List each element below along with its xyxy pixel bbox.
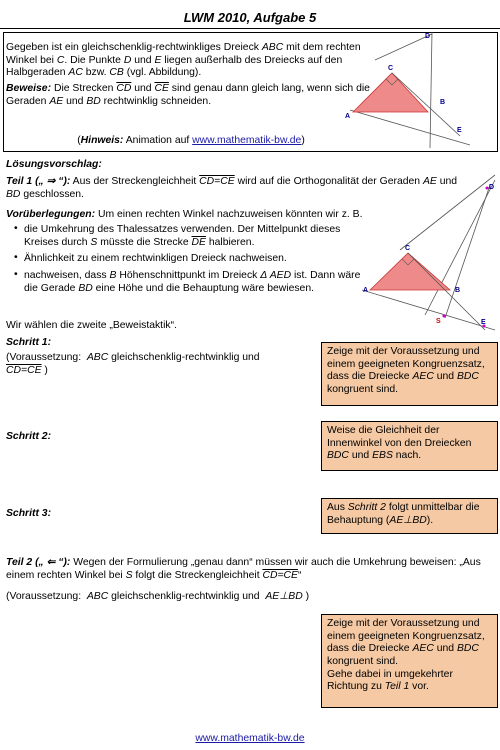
- fig2-label-e: E: [481, 319, 486, 326]
- fig1-label-a: A: [345, 113, 351, 120]
- bullet-similarity: • Ähnlichkeit zu einem rechtwinkligen Dreieck nachweisen.: [14, 252, 287, 265]
- solution-title: Lösungsvorschlag:: [6, 159, 102, 170]
- fig2-label-c: C: [405, 245, 411, 252]
- page-title: LWM 2010, Aufgabe 5: [183, 10, 317, 25]
- step1-premise: (Voraussetzung: ABC gleichschenklig-rechtwinklig und CD=CE ): [6, 352, 260, 376]
- problem-statement: Gegeben ist ein gleichschenklig-rechtwinkliges Dreieck ABC mit dem rechten Winkel bei C. Die Punkte D und E liegen außerhalb des Dreiecks auf den Halbgeraden AC bzw. CB (vgl. Abbildung). Beweise: Die Strecken $\overline{CD}$ und $\overline{CE}$ sind genau dann gleich lang, wenn sich die Geraden AE und BD rechtwinklig schneiden.: [6, 42, 376, 108]
- step1-label: Schritt 1:: [6, 337, 52, 348]
- bullet-dot: •: [14, 252, 18, 264]
- fig2-label-s: S: [436, 318, 441, 325]
- fig2-label-b: B: [455, 287, 461, 294]
- hint-box-teil2: Zeige mit der Voraussetzung und einem geeigneten Kongruenzsatz, dass die Dreiecke AEC und BDC kongruent sind. Gehe dabei in umgekehrter Richtung zu Teil 1 vor.: [321, 614, 498, 708]
- hint-box-step2: Weise die Gleichheit der Innenwinkel von den Dreiecken BDC und EBS nach.: [321, 421, 498, 471]
- strategy-choice: Wir wählen die zweite „Beweistaktik“.: [6, 320, 177, 331]
- bullet-thales: • die Umkehrung des Thalessatzes verwenden. Der Mittelpunkt dieses Kreises durch S müsste die Strecke $\overline{DE}$ halbieren.: [14, 223, 341, 248]
- teil1-text: Teil 1 („ ⇒ “): Aus der Streckengleichheit CD=CE wird auf die Orthogonalität der Geraden AE und BD geschlossen.: [6, 176, 458, 200]
- hint-box-step1: Zeige mit der Voraussetzung und einem geeigneten Kongruenzsatz, dass die Dreiecke AEC und BDC kongruent sind.: [321, 342, 498, 406]
- fig1-label-e: E: [457, 127, 462, 134]
- bullet-orthocenter: • nachweisen, dass B Höhenschnittpunkt im Dreieck Δ AED ist. Dann wäre die Gerade BD eine Höhe und die Behauptung wäre bewiesen.: [14, 269, 361, 294]
- vorueberlegungen: Vorüberlegungen: Um einen rechten Winkel nachzuweisen könnten wir z. B.: [6, 209, 363, 220]
- hint-link[interactable]: www.mathematik-bw.de: [192, 135, 302, 146]
- bullet-dot: •: [14, 269, 18, 281]
- bullet-dot: •: [14, 223, 18, 234]
- fig2-label-a: A: [363, 287, 369, 294]
- step2-label: Schritt 2:: [6, 431, 52, 442]
- teil2-premise: (Voraussetzung: ABC gleichschenklig-rechtwinklig und AE⊥BD ): [6, 591, 310, 602]
- fig2-label-d: D: [489, 184, 495, 191]
- problem-claim: Beweise: Die Strecken $\overline{CD}$ und $\overline{CE}$ sind genau dann gleich lang, wenn sich die Geraden AE und BD rechtwinklig schneiden.: [6, 83, 370, 107]
- hint-line: (Hinweis: Animation auf www.mathematik-bw.de): [77, 135, 305, 146]
- step3-label: Schritt 3:: [6, 508, 52, 519]
- footer-link[interactable]: www.mathematik-bw.de: [195, 733, 305, 744]
- hint-box-step3: Aus Schritt 2 folgt unmittelbar die Behauptung (AE⊥BD).: [321, 498, 498, 534]
- fig1-label-b: B: [440, 99, 446, 106]
- footer: [0, 733, 500, 746]
- fig1-label-d: D: [425, 33, 431, 40]
- teil2-text: Teil 2 („ ⇐ “): Wegen der Formulierung „genau dann“ müssen wir auch die Umkehrung beweisen: „Aus einem rechten Winkel bei S folgt die Streckengleichheit CD=CE“: [6, 557, 481, 581]
- fig1-label-c: C: [388, 65, 394, 72]
